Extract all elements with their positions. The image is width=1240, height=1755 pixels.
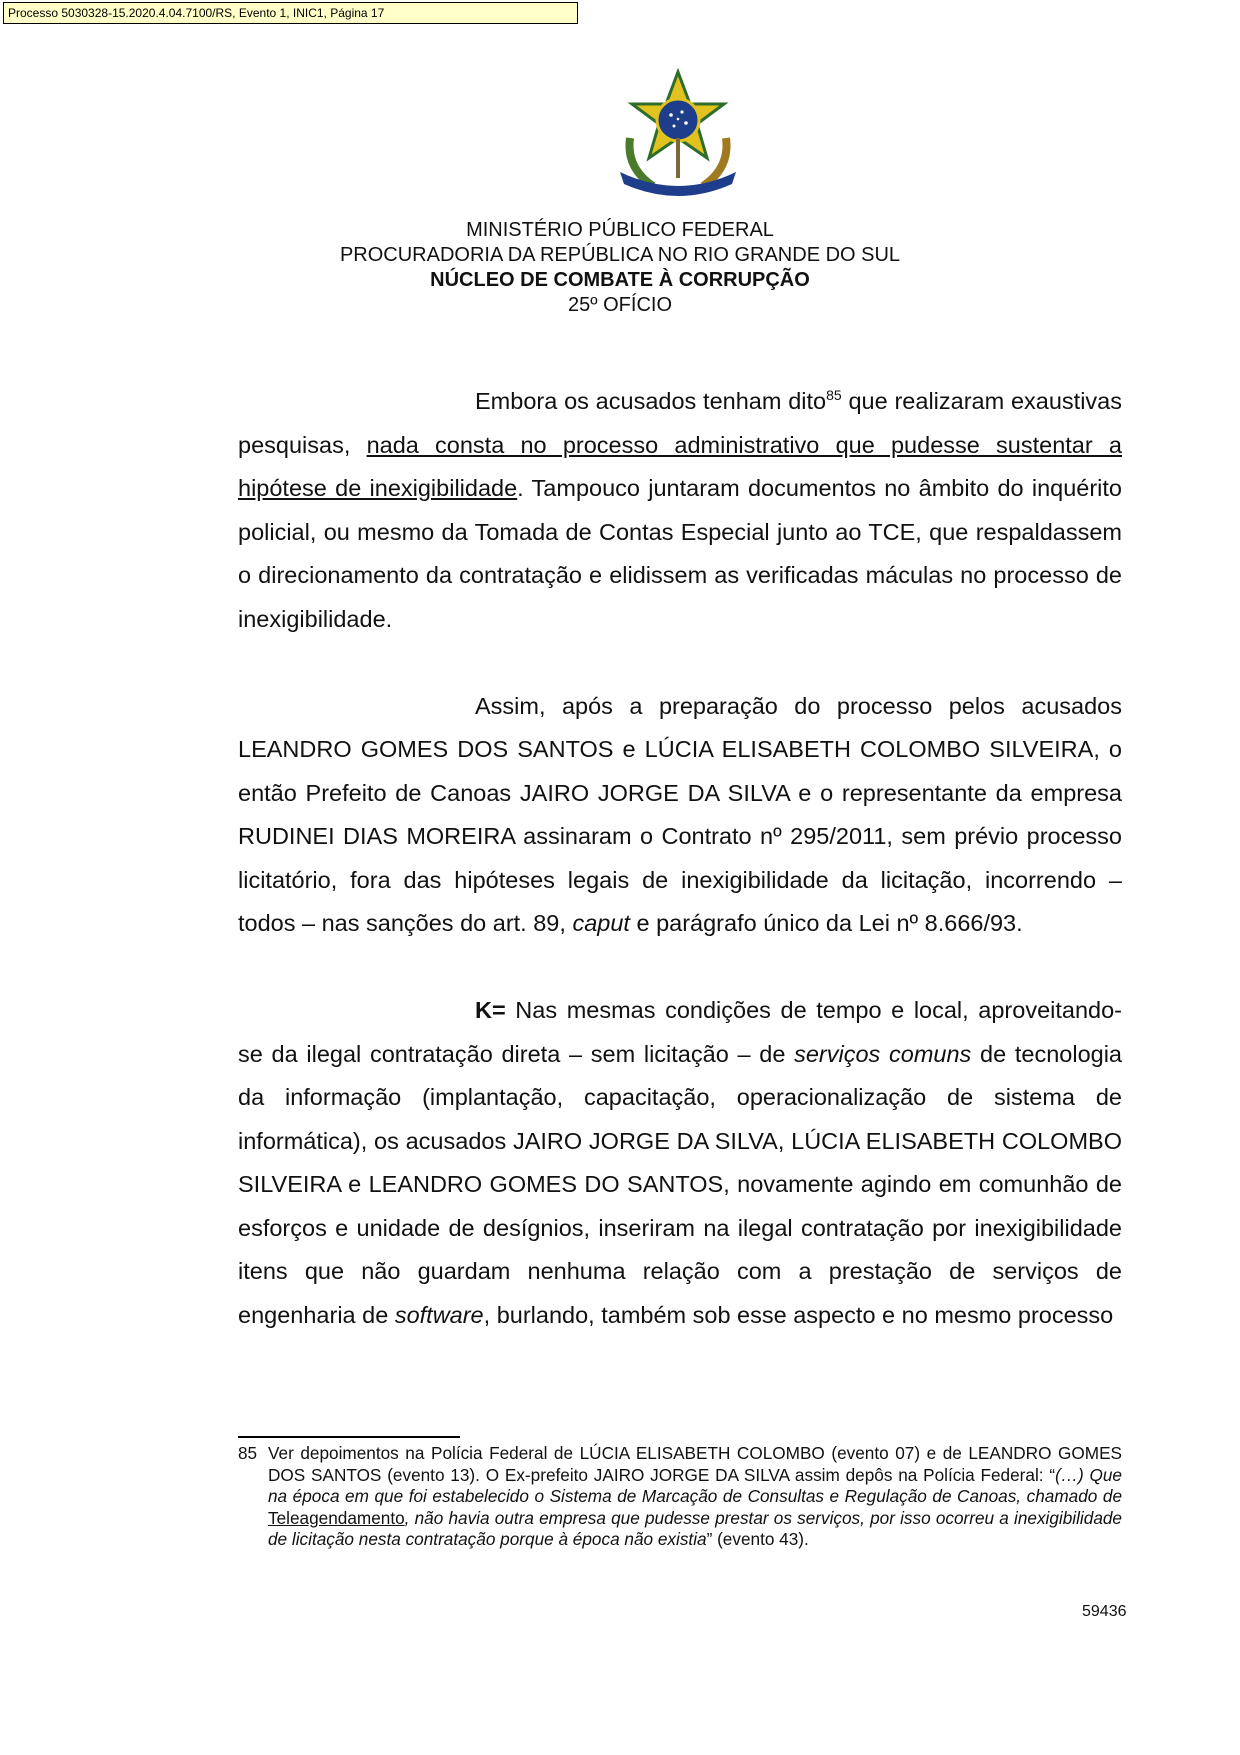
text-span: Nas mesmas condições de tempo e local, aproveitando-se da ilegal contratação direta – sem licitação – de xyxy=(238,997,1122,1067)
italic-text: , não havia outra empresa que pudesse prestar os serviços, por isso ocorreu a inexigibilidade de licitação nesta contratação porque à época não existia xyxy=(268,1507,1122,1549)
footnote xyxy=(238,1443,1122,1551)
paragraph-2 xyxy=(238,685,1122,946)
italic-text: caput xyxy=(572,910,630,936)
italic-text: (…) Que na época em que foi estabelecido o Sistema de Marcação de Consultas e Regulação de Canoas, chamado de xyxy=(268,1464,1122,1506)
footnote-number: 85 xyxy=(238,1443,258,1463)
page-number: 59436 xyxy=(1082,1603,1127,1620)
text-span: , burlando, também sob esse aspecto e no mesmo processo xyxy=(483,1301,1114,1328)
department-name: PROCURADORIA DA REPÚBLICA NO RIO GRANDE DO SUL xyxy=(339,244,901,266)
unit-name: NÚCLEO DE COMBATE À CORRUPÇÃO xyxy=(430,269,810,291)
paragraph-3 xyxy=(238,989,1122,1337)
process-stamp: Processo 5030328-15.2020.4.04.7100/RS, Evento 1, INIC1, Página 17 xyxy=(3,2,578,24)
underlined-text: Teleagendamento xyxy=(268,1507,405,1528)
text-span: . Tampouco juntaram documentos no âmbito do inquérito policial, ou mesmo da Tomada de Contas Especial junto ao TCE, que respaldassem o direcionamento da contratação e elidissem as verificadas máculas no processo de inexigibilidade. xyxy=(238,475,1123,632)
item-label: K= xyxy=(475,997,506,1023)
text-span: ” (evento 43). xyxy=(706,1529,809,1549)
office-name: 25º OFÍCIO xyxy=(568,294,672,316)
footnote-text xyxy=(268,1443,1122,1551)
underlined-text: nada consta no processo administrativo que pudesse sustentar a hipótese de inexigibilidade xyxy=(238,431,1122,501)
footnote-divider xyxy=(238,1436,460,1438)
institution-name: MINISTÉRIO PÚBLICO FEDERAL xyxy=(466,219,774,241)
text-span: de tecnologia da informação (implantação, capacitação, operacionalização de sistema de informática), os acusados JAIRO JORGE DA SILVA, LÚCIA ELISABETH COLOMBO SILVEIRA e LEANDRO GOMES DO SANTOS, novamente agindo em comunhão de esforços e unidade de desígnios, inseriram na ilegal contratação por inexigibilidade itens que não guardam nenhuma relação com a prestação de serviços de engenharia de xyxy=(238,1040,1122,1328)
footnote-ref: 85 xyxy=(826,387,842,403)
italic-text: serviços comuns xyxy=(794,1040,972,1067)
text-span: e parágrafo único da Lei nº 8.666/93. xyxy=(629,910,1023,936)
italic-text: software xyxy=(394,1301,484,1328)
coat-of-arms-icon xyxy=(608,68,748,196)
letterhead xyxy=(300,218,940,318)
text-span: que realizaram exaustivas pesquisas, xyxy=(238,388,1122,458)
text-span: Ver depoimentos na Polícia Federal de LÚCIA ELISABETH COLOMBO (evento 07) e de LEANDRO GOMES DOS SANTOS (evento 13). O Ex-prefeito JAIRO JORGE DA SILVA assim depôs na Polícia Federal: “ xyxy=(268,1443,1122,1485)
text-span: Assim, após a preparação do processo pelos acusados LEANDRO GOMES DOS SANTOS e LÚCIA ELISABETH COLOMBO SILVEIRA, o então Prefeito de Canoas JAIRO JORGE DA SILVA e o representante da empresa RUDINEI DIAS MOREIRA assinaram o Contrato nº 295/2011, sem prévio processo licitatório, fora das hipóteses legais de inexigibilidade da licitação, incorrendo – todos – nas sanções do art. 89, xyxy=(238,692,1122,936)
text-span: Embora os acusados tenham dito xyxy=(475,388,827,414)
document-body xyxy=(238,380,1122,1337)
paragraph-1 xyxy=(238,380,1122,641)
